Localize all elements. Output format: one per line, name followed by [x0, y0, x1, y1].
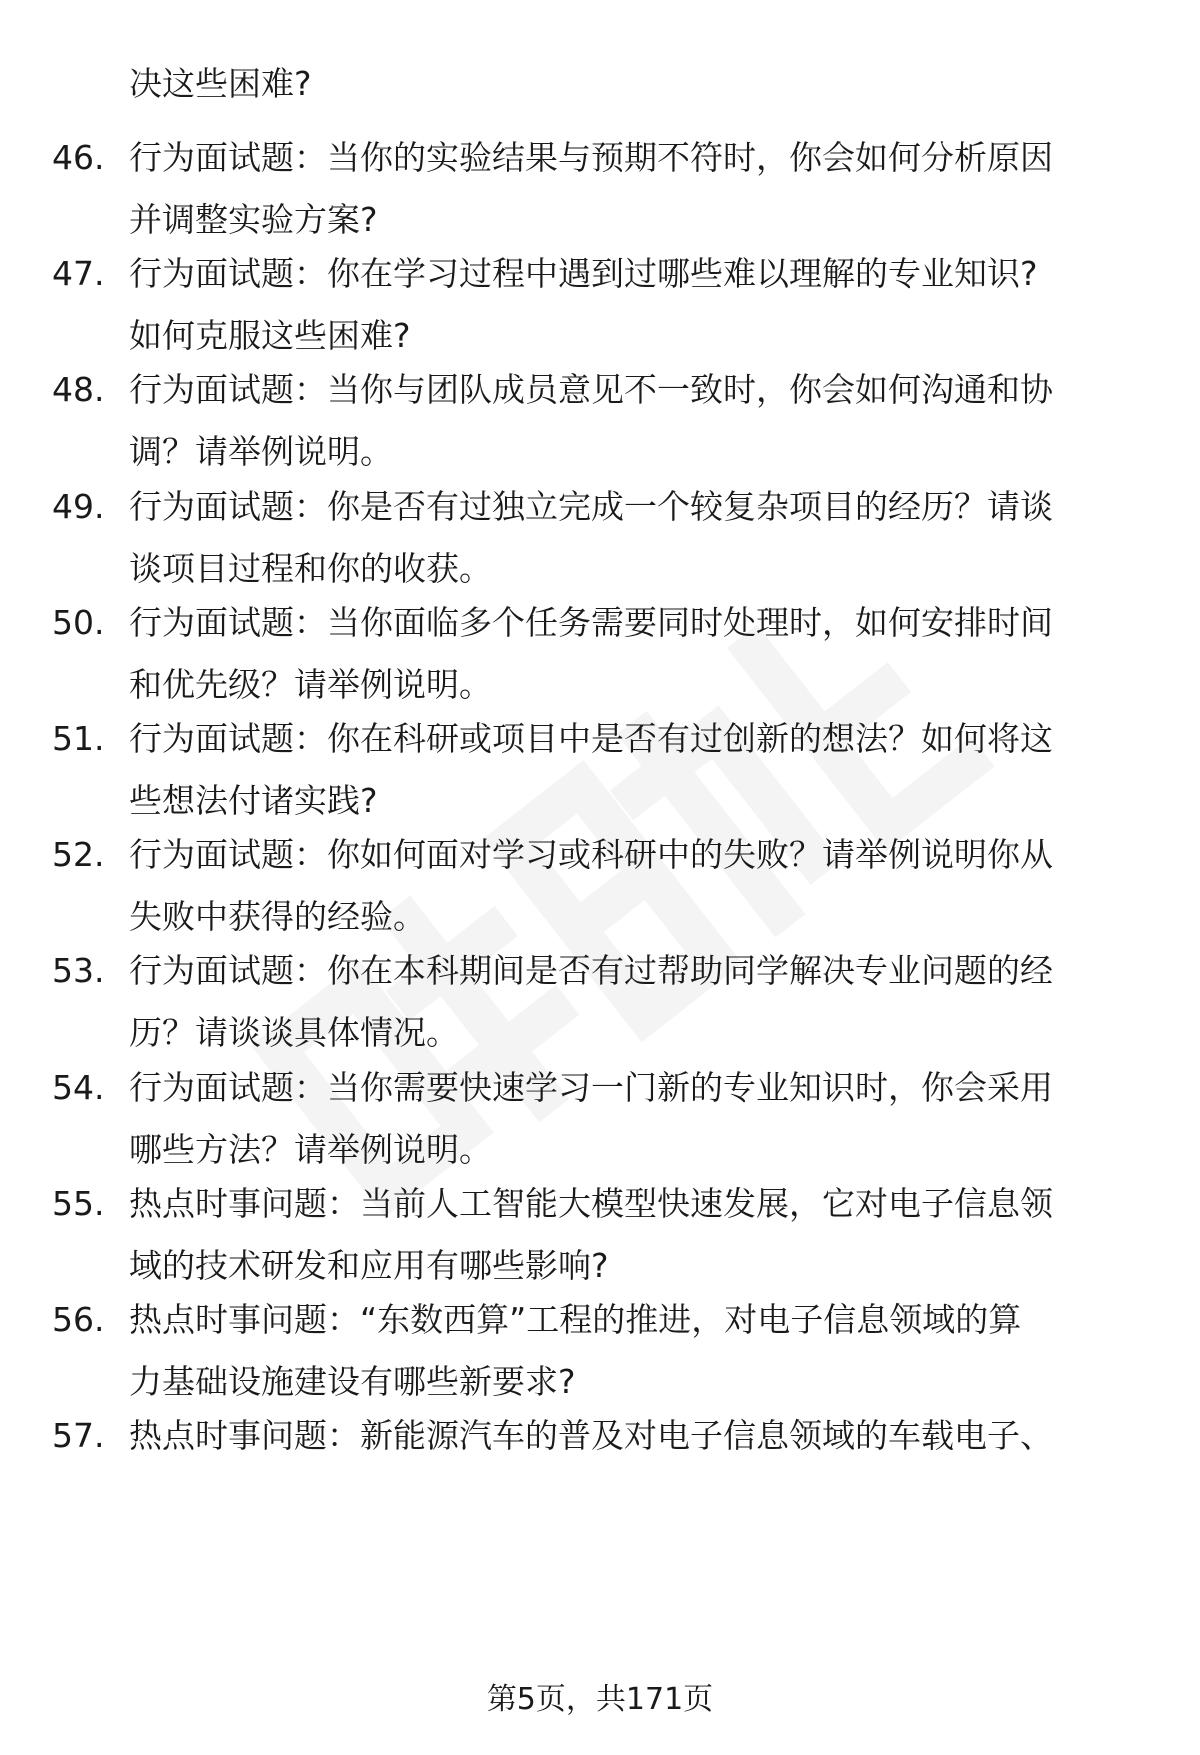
question-text-line-1: 热点时事问题：“东数西算”工程的推进，对电子信息领域的算	[129, 1300, 1022, 1339]
question-text-line-1: 行为面试题：当你与团队成员意见不一致时，你会如何沟通和协	[129, 370, 1053, 409]
question-number: 49.	[52, 487, 105, 526]
question-number: 46.	[52, 138, 105, 177]
question-text-line-2: 谈项目过程和你的收获。	[129, 549, 492, 588]
question-number: 57.	[52, 1416, 105, 1455]
question-text-line-1: 热点时事问题：当前人工智能大模型快速发展，它对电子信息领	[129, 1184, 1053, 1223]
page-footer: 第5页，共171页	[486, 1682, 714, 1717]
question-number: 51.	[52, 719, 105, 758]
question-text-line-2: 历？请谈谈具体情况。	[129, 1013, 459, 1052]
question-number: 52.	[52, 835, 105, 874]
question-text-line-2: 域的技术研发和应用有哪些影响?	[129, 1246, 609, 1285]
question-number: 47.	[52, 254, 105, 293]
question-text-line-1: 热点时事问题：新能源汽车的普及对电子信息领域的车载电子、	[129, 1416, 1053, 1455]
question-text-line-1: 行为面试题：你在学习过程中遇到过哪些难以理解的专业知识?	[129, 254, 1038, 293]
question-text-line-2: 失败中获得的经验。	[129, 897, 426, 936]
question-text-line-2: 并调整实验方案?	[129, 200, 378, 239]
continuation-text: 决这些困难?	[129, 64, 312, 103]
question-text-line-1: 行为面试题：你在科研或项目中是否有过创新的想法？如何将这	[129, 719, 1053, 758]
question-text-line-1: 行为面试题：当你需要快速学习一门新的专业知识时，你会采用	[129, 1068, 1053, 1107]
question-text-line-2: 些想法付诸实践?	[129, 781, 378, 820]
question-number: 50.	[52, 603, 105, 642]
question-text-line-1: 行为面试题：当你面临多个任务需要同时处理时，如何安排时间	[129, 603, 1053, 642]
question-text-line-2: 力基础设施建设有哪些新要求?	[129, 1362, 576, 1401]
question-text-line-2: 哪些方法？请举例说明。	[129, 1130, 492, 1169]
question-text-line-2: 调？请举例说明。	[129, 432, 393, 471]
question-number: 53.	[52, 951, 105, 990]
question-text-line-1: 行为面试题：你在本科期间是否有过帮助同学解决专业问题的经	[129, 951, 1053, 990]
question-text-line-1: 行为面试题：你是否有过独立完成一个较复杂项目的经历？请谈	[129, 487, 1053, 526]
question-number: 56.	[52, 1300, 105, 1339]
question-text-line-1: 行为面试题：当你的实验结果与预期不符时，你会如何分析原因	[129, 138, 1053, 177]
question-text-line-2: 和优先级？请举例说明。	[129, 665, 492, 704]
question-number: 54.	[52, 1068, 105, 1107]
question-number: 55.	[52, 1184, 105, 1223]
question-number: 48.	[52, 370, 105, 409]
question-text-line-1: 行为面试题：你如何面对学习或科研中的失败？请举例说明你从	[129, 835, 1053, 874]
question-text-line-2: 如何克服这些困难?	[129, 316, 411, 355]
